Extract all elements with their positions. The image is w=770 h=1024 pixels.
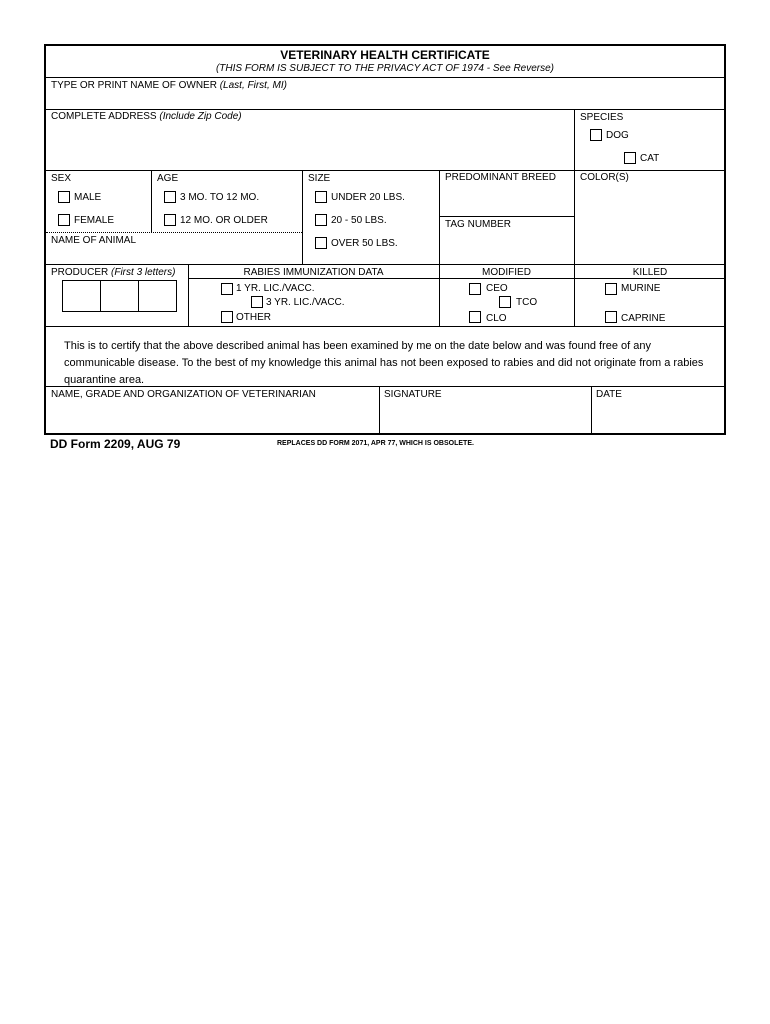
species-dog-checkbox[interactable] (590, 129, 602, 141)
rabies-1yr-checkbox[interactable] (221, 283, 233, 295)
owner-name-field[interactable] (51, 93, 721, 107)
modified-clo-checkbox[interactable] (469, 311, 481, 323)
producer-letter-3-box[interactable] (138, 280, 177, 312)
producer-label-hint: (First 3 letters) (111, 267, 176, 278)
animal-name-label: NAME OF ANIMAL (51, 235, 137, 246)
date-label: DATE (596, 389, 622, 400)
rabies-3yr-label: 3 YR. LIC./VACC. (266, 297, 345, 308)
killed-caprine-checkbox[interactable] (605, 311, 617, 323)
tag-number-label: TAG NUMBER (445, 219, 511, 230)
sex-label: SEX (51, 173, 72, 184)
rabies-1yr-label: 1 YR. LIC./VACC. (236, 283, 315, 294)
producer-letter-1-box[interactable] (62, 280, 101, 312)
species-dog-label: DOG (606, 130, 629, 141)
certification-statement: This is to certify that the above described animal has been examined by me on the date below and was found free of any communicable disease. To the best of my knowledge this animal has not been exposed to rabies and did not originate from a rabies quarantine area. (64, 340, 704, 386)
killed-caprine-label: CAPRINE (621, 313, 666, 324)
size-under-20-checkbox[interactable] (315, 191, 327, 203)
owner-label-hint: (Last, First, MI) (219, 80, 287, 91)
producer-letter-2-box[interactable] (100, 280, 139, 312)
size-label: SIZE (308, 173, 331, 184)
veterinarian-label: NAME, GRADE AND ORGANIZATION OF VETERINARIAN (51, 389, 316, 400)
size-20-50-checkbox[interactable] (315, 214, 327, 226)
divider-v-species (574, 109, 575, 264)
divider-breed (439, 216, 574, 217)
rabies-other-label: OTHER (236, 312, 271, 323)
replaces-notice: REPLACES DD FORM 2071, APR 77, WHICH IS OBSOLETE. (277, 440, 474, 447)
owner-label-text: TYPE OR PRINT NAME OF OWNER (51, 80, 217, 91)
rabies-other-checkbox[interactable] (221, 311, 233, 323)
signature-label: SIGNATURE (384, 389, 442, 400)
killed-murine-checkbox[interactable] (605, 283, 617, 295)
divider-certification (46, 326, 726, 327)
colors-label: COLOR(S) (580, 172, 629, 183)
sex-male-label: MALE (74, 192, 102, 203)
size-over-50-label: OVER 50 LBS. (331, 238, 398, 249)
form-title: VETERINARY HEALTH CERTIFICATE (280, 48, 490, 62)
divider-producer (46, 264, 726, 265)
tag-number-field[interactable] (445, 234, 569, 260)
size-20-50-label: 20 - 50 LBS. (331, 215, 387, 226)
divider-species (574, 170, 726, 171)
date-field[interactable] (596, 403, 720, 431)
age-12-plus-label: 12 MO. OR OLDER (180, 215, 268, 226)
modified-clo-label: CLO (486, 313, 507, 324)
veterinary-health-certificate-form (44, 44, 726, 435)
veterinarian-field[interactable] (51, 403, 373, 431)
producer-label (51, 267, 175, 279)
breed-field[interactable] (445, 186, 569, 212)
size-over-50-checkbox[interactable] (315, 237, 327, 249)
address-label (51, 111, 242, 123)
sex-female-label: FEMALE (74, 215, 115, 226)
species-cat-checkbox[interactable] (624, 152, 636, 164)
divider-v-size-breed (439, 170, 440, 326)
modified-ceo-checkbox[interactable] (469, 283, 481, 295)
address-field[interactable] (51, 126, 569, 166)
sex-female-checkbox[interactable] (58, 214, 70, 226)
modified-ceo-label: CEO (486, 283, 508, 294)
rabies-label: RABIES IMMUNIZATION DATA (243, 267, 384, 278)
form-identifier: DD Form 2209, AUG 79 (50, 437, 181, 451)
sex-male-checkbox[interactable] (58, 191, 70, 203)
species-cat-label: CAT (640, 153, 660, 164)
species-label: SPECIES (580, 112, 624, 123)
age-label: AGE (157, 173, 179, 184)
rabies-3yr-checkbox[interactable] (251, 296, 263, 308)
signature-field[interactable] (384, 403, 586, 431)
form-subtitle: (THIS FORM IS SUBJECT TO THE PRIVACY ACT OF 1974 - See Reverse) (215, 63, 555, 74)
divider-v-vet-signature (379, 386, 380, 435)
divider-v-age-size (302, 170, 303, 264)
divider-animal-name (46, 232, 302, 233)
size-under-20-label: UNDER 20 LBS. (331, 192, 405, 203)
divider-v-signature-date (591, 386, 592, 435)
age-3-to-12-checkbox[interactable] (164, 191, 176, 203)
divider-v-sex-age (151, 170, 152, 232)
killed-murine-label: MURINE (621, 283, 661, 294)
owner-label (51, 80, 287, 92)
colors-field[interactable] (580, 186, 720, 260)
address-label-text: COMPLETE ADDRESS (51, 111, 157, 122)
modified-tco-checkbox[interactable] (499, 296, 511, 308)
age-3-to-12-label: 3 MO. TO 12 MO. (180, 192, 260, 203)
modified-tco-label: TCO (516, 297, 538, 308)
modified-label: MODIFIED (482, 267, 531, 278)
divider-owner (46, 109, 726, 110)
age-12-plus-checkbox[interactable] (164, 214, 176, 226)
producer-label-text: PRODUCER (51, 267, 109, 278)
killed-label: KILLED (632, 267, 668, 278)
animal-name-field[interactable] (51, 248, 296, 262)
divider-address (46, 170, 574, 171)
divider-title (46, 77, 726, 78)
breed-label: PREDOMINANT BREED (445, 172, 556, 183)
address-label-hint: (Include Zip Code) (159, 111, 242, 122)
